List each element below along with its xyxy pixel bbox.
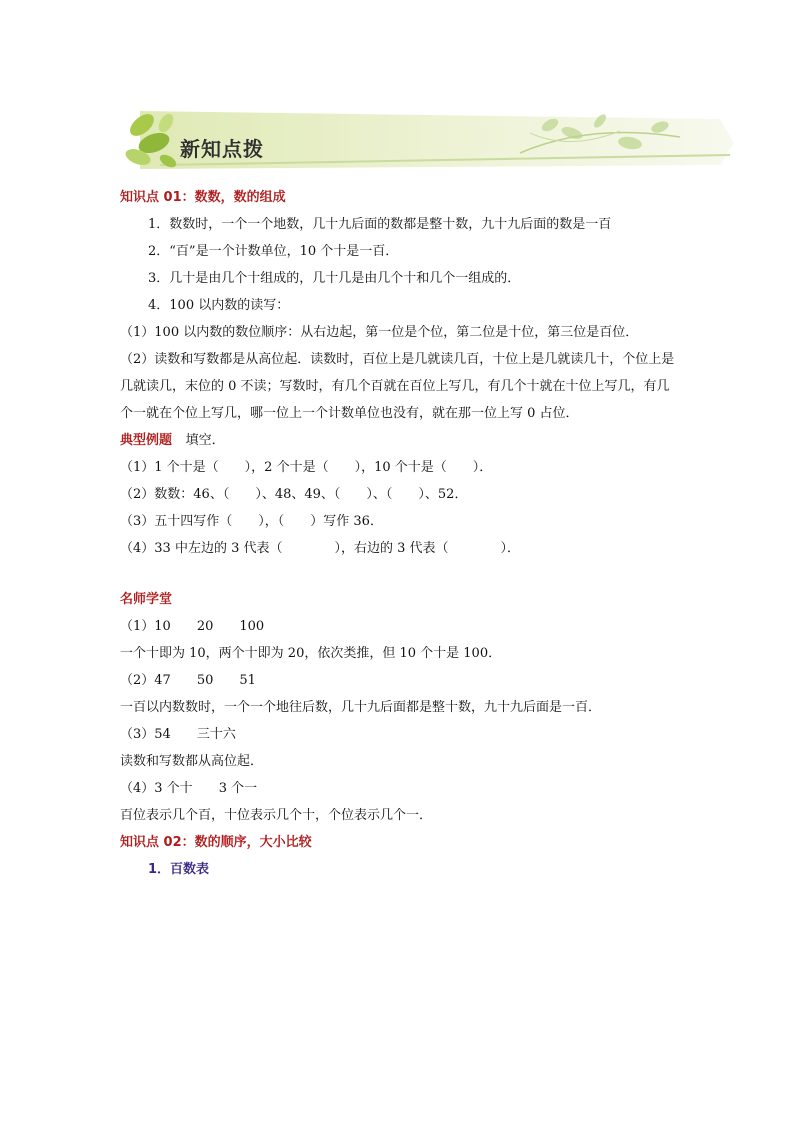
kp2-sub: 1．百数表 — [148, 862, 210, 877]
answer-2-value: 50 — [196, 673, 214, 688]
answer-4-note: 百位表示几个百，十位表示几个十，个位表示几个一． — [120, 808, 433, 823]
teacher-heading: 名师学堂 — [120, 592, 173, 607]
answer-1-value: 20 — [196, 619, 214, 634]
section-banner — [120, 103, 734, 175]
document-body — [120, 184, 680, 883]
answer-3-label: （3） — [120, 727, 155, 742]
kp1-sub-1: （1）100 以内数的数位顺序：从右边起，第一位是个位，第二位是十位，第三位是百位． — [120, 325, 639, 340]
answer-2-note: 一百以内数数时，一个一个地往后数，几十九后面都是整十数，九十九后面是一百． — [120, 700, 602, 715]
answer-1-value: 10 — [154, 619, 171, 634]
answer-4 — [120, 775, 680, 802]
example-q2: （2）数数：46、（ ）、48、49、（ ）、（ ）、52． — [120, 487, 468, 502]
example-q1: （1）1 个十是（ ），2 个十是（ ），10 个十是（ ）． — [120, 460, 493, 475]
answer-4-value: 3 个一 — [218, 781, 258, 796]
kp1-item-1: 1．数数时，一个一个地数，几十九后面的数都是整十数，九十九后面的数是一百 — [148, 217, 612, 232]
example-label: 典型例题 — [120, 433, 173, 448]
kp1-item-3: 3．几十是由几个十组成的，几十几是由几个十和几个一组成的． — [148, 271, 521, 286]
answer-3-value: 54 — [154, 727, 171, 742]
answer-4-label: （4） — [120, 781, 155, 796]
answer-3-note: 读数和写数都从高位起． — [120, 754, 264, 769]
answer-2-value: 51 — [239, 673, 256, 688]
answer-1 — [120, 613, 680, 640]
kp1-sub-2: （2）读数和写数都是从高位起．读数时，百位上是几就读几百，十位上是几就读几十，个位上是几就读几，末位的 0 不读；写数时，有几个百就在百位上写几，有几个十就在十位上写几，有几个一就在个位上写几，哪一位上一个计数单位也没有，就在那一位上写 0 占位． — [120, 352, 675, 421]
answer-3-value: 三十六 — [196, 727, 236, 742]
kp1-item-2: 2．“百”是一个计数单位，10 个十是一百． — [148, 244, 399, 259]
example-heading — [120, 427, 680, 454]
answer-2-label: （2） — [120, 673, 155, 688]
example-q3: （3）五十四写作（ ），（ ）写作 36． — [120, 514, 383, 529]
example-q4: （4）33 中左边的 3 代表（ ），右边的 3 代表（ ）． — [120, 541, 521, 556]
banner-title: 新知点拨 — [180, 137, 264, 161]
answer-1-value: 100 — [239, 619, 265, 634]
answer-3 — [120, 721, 680, 748]
answer-1-label: （1） — [120, 619, 155, 634]
kp1-heading: 知识点 01：数数，数的组成 — [120, 190, 286, 205]
answer-2-value: 47 — [154, 673, 171, 688]
answer-4-value: 3 个十 — [154, 781, 193, 796]
kp2-heading: 知识点 02：数的顺序，大小比较 — [120, 835, 312, 850]
example-prompt: 填空． — [185, 433, 225, 448]
kp1-item-4: 4．100 以内数的读写： — [148, 298, 290, 313]
answer-1-note: 一个十即为 10，两个十即为 20，依次类推，但 10 个十是 100． — [120, 646, 502, 661]
answer-2 — [120, 667, 680, 694]
